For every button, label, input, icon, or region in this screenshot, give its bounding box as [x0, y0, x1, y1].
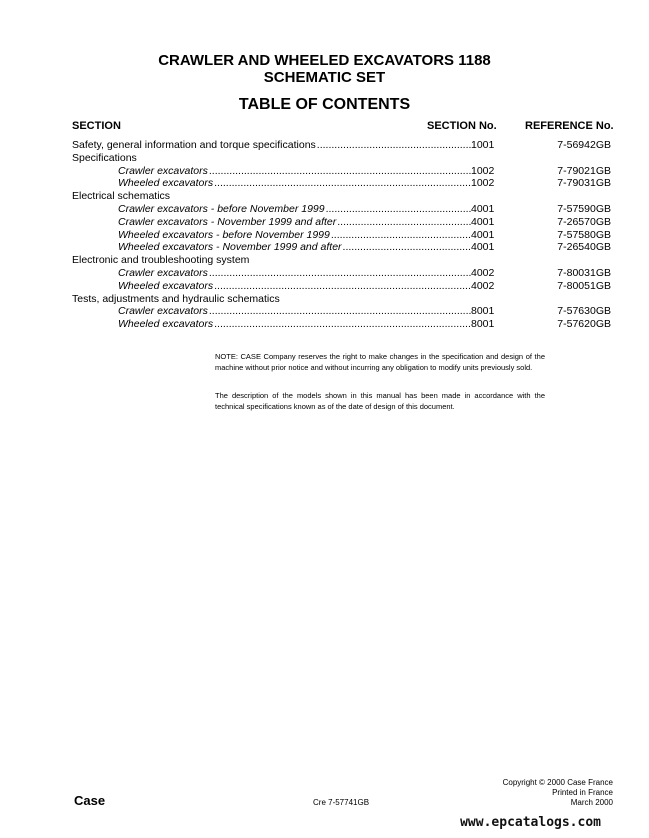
toc-section-number: 4001: [471, 202, 495, 215]
dot-leader: [330, 229, 471, 242]
toc-entry-label: Wheeled excavators - November 1999 and after: [118, 241, 342, 254]
toc-entry-lead: [118, 216, 471, 229]
toc-entry-label: Crawler excavators - before November 1999: [118, 202, 325, 215]
toc-section-number: 1002: [471, 177, 495, 190]
toc-row: [0, 318, 649, 331]
toc-entry-lead: [118, 305, 471, 318]
specification-note: The description of the models shown in this manual has been made in accordance with the technical specifications known as of the date of design of this document.: [215, 391, 545, 411]
toc-section-number: 8001: [471, 305, 495, 318]
toc-row: [0, 241, 649, 254]
toc-entry-lead: [118, 229, 471, 242]
dot-leader: [208, 165, 471, 178]
toc-section-number: 4001: [471, 228, 495, 241]
toc-entry-label: Crawler excavators - November 1999 and after: [118, 215, 337, 228]
toc-entry-lead: [72, 152, 137, 165]
dot-leader: [208, 305, 471, 318]
dot-leader: [325, 203, 471, 216]
toc-entry-lead: [118, 318, 471, 331]
document-reference: Cre 7-57741GB: [313, 798, 370, 807]
toc-entry-label: Crawler excavators: [118, 266, 208, 279]
toc-section-number: 1001: [471, 139, 495, 151]
toc-heading: TABLE OF CONTENTS: [238, 96, 411, 113]
toc-row: [0, 139, 649, 152]
toc-entry-label: Electrical schematics: [72, 190, 171, 203]
toc-section-number: 4002: [471, 279, 495, 292]
dot-leader: [213, 318, 471, 331]
toc-entry-label: Electronic and troubleshooting system: [72, 254, 250, 267]
toc-entry-lead: [118, 177, 471, 190]
toc-row: [0, 305, 649, 318]
toc-entry-label: Tests, adjustments and hydraulic schematics: [72, 292, 280, 305]
toc-entry-label: Safety, general information and torque specifications: [72, 139, 316, 151]
toc-row: [0, 280, 649, 293]
toc-reference-number: 7-26570GB: [557, 215, 611, 228]
toc-entry-lead: [118, 165, 471, 178]
toc-entry-lead: [118, 203, 471, 216]
table-of-contents: [0, 139, 649, 331]
document-title: CRAWLER AND WHEELED EXCAVATORS 1188: [158, 52, 491, 69]
toc-reference-number: 7-56942GB: [557, 139, 611, 151]
toc-entry-lead: [72, 293, 280, 306]
toc-section-number: 8001: [471, 318, 495, 331]
dot-leader: [336, 216, 471, 229]
toc-entry-label: Crawler excavators: [118, 164, 208, 177]
dot-leader: [213, 177, 471, 190]
column-header-section-no: SECTION No.: [427, 120, 497, 132]
publication-date: March 2000: [570, 798, 613, 807]
toc-entry-label: Wheeled excavators: [118, 279, 214, 292]
toc-group-heading: [0, 254, 649, 267]
toc-reference-number: 7-57580GB: [557, 228, 611, 241]
watermark-url[interactable]: www.epcatalogs.com: [460, 815, 601, 830]
toc-entry-label: Wheeled excavators: [118, 177, 214, 190]
toc-reference-number: 7-79031GB: [557, 177, 611, 190]
toc-row: [0, 203, 649, 216]
toc-group-heading: [0, 293, 649, 306]
column-header-reference-no: REFERENCE No.: [525, 120, 614, 132]
toc-entry-lead: [72, 139, 471, 152]
toc-row: [0, 177, 649, 190]
toc-entry-label: Crawler excavators: [118, 305, 208, 318]
toc-entry-lead: [118, 280, 471, 293]
toc-group-heading: [0, 152, 649, 165]
toc-row: [0, 165, 649, 178]
toc-reference-number: 7-57620GB: [557, 318, 611, 331]
toc-reference-number: 7-57590GB: [557, 202, 611, 215]
toc-reference-number: 7-79021GB: [557, 164, 611, 177]
toc-entry-lead: [72, 190, 170, 203]
printed-text: Printed in France: [552, 788, 613, 797]
toc-section-number: 4001: [471, 215, 495, 228]
dot-leader: [213, 280, 471, 293]
toc-reference-number: 7-26540GB: [557, 241, 611, 254]
brand-name: Case: [74, 793, 106, 808]
toc-section-number: 4001: [471, 241, 495, 254]
dot-leader: [342, 241, 471, 254]
toc-entry-label: Specifications: [72, 151, 137, 164]
disclaimer-note: NOTE: CASE Company reserves the right to make changes in the specification and design of the machine without prior notice and without incurring any obligation to modify units previously sold.: [215, 352, 545, 372]
toc-row: [0, 229, 649, 242]
document-subtitle: SCHEMATIC SET: [263, 69, 386, 86]
toc-reference-number: 7-80031GB: [557, 266, 611, 279]
toc-section-number: 4002: [471, 266, 495, 279]
toc-group-heading: [0, 190, 649, 203]
toc-row: [0, 216, 649, 229]
toc-entry-label: Wheeled excavators - before November 1999: [118, 228, 330, 241]
toc-entry-lead: [118, 267, 471, 280]
toc-row: [0, 267, 649, 280]
toc-entry-label: Wheeled excavators: [118, 318, 214, 331]
column-header-section: SECTION: [72, 120, 121, 132]
dot-leader: [316, 139, 471, 152]
toc-reference-number: 7-80051GB: [557, 279, 611, 292]
toc-entry-lead: [72, 254, 249, 267]
toc-section-number: 1002: [471, 164, 495, 177]
toc-reference-number: 7-57630GB: [557, 305, 611, 318]
dot-leader: [208, 267, 471, 280]
toc-entry-lead: [118, 241, 471, 254]
copyright-text: Copyright © 2000 Case France: [502, 778, 613, 787]
